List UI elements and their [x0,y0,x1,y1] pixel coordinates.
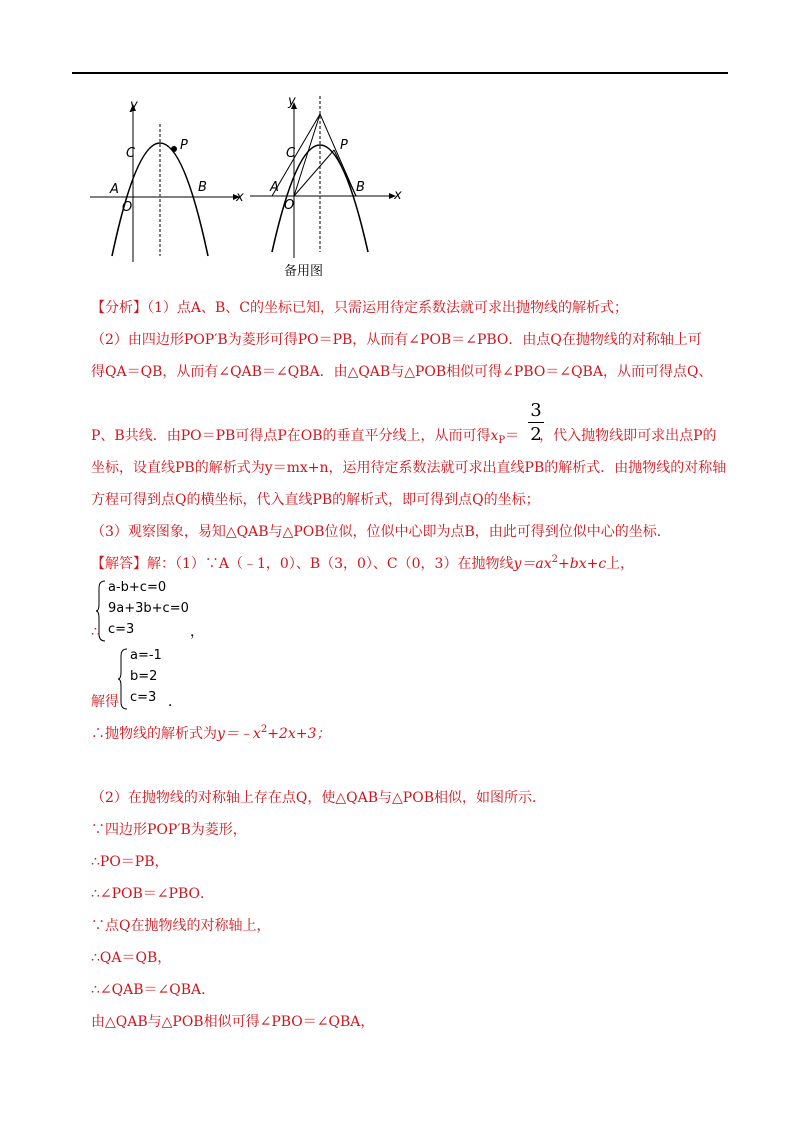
system-1-eq-2: 9a+3b+c=0 [108,601,189,616]
part2-line-3: ∴PO＝PB， [91,854,169,870]
result-exponent: 2 [260,724,268,735]
therefore-symbol: ∴ [91,624,100,640]
result-rhs: +2x+3； [267,726,331,742]
equals-sign: ＝ [505,428,520,444]
system-2-period: ． [168,694,182,710]
y-axis-label: y [130,98,138,113]
x-axis-label: x [394,188,402,203]
system-1-eq-1: a-b+c=0 [108,580,167,595]
header-rule [72,72,728,74]
figure-caption: 备用图 [284,264,324,279]
parabola-graph-1 [88,96,248,264]
point-a-label: A [270,180,279,195]
point-a-label: A [110,182,119,197]
point-c-label: C [126,146,136,161]
system-1-comma: ， [190,624,204,640]
point-c-label: C [286,146,296,161]
x-axis-label: x [236,190,244,205]
parabola-figure-1 [88,96,248,264]
system-2-eq-2: b=2 [130,669,158,684]
analysis-line-4-tail: ，代入抛物线即可求出点P的 [539,428,717,444]
x-p-subscript: P [498,435,506,446]
system-2-eq-3: c=3 [130,690,157,705]
analysis-line-1: 【分析】（1）点A、B、C的坐标已知，只需运用待定系数法就可求出抛物线的解析式； [91,300,629,316]
equation-rhs: +bx+c [558,556,607,572]
part2-line-1: （2）在抛物线的对称轴上存在点Q，使△QAB与△POB相似，如图所示． [91,790,546,806]
y-axis-label: y [288,94,296,109]
part2-line-2: ∵四边形POP′B为菱形， [91,822,247,838]
brace-icon [118,648,128,710]
part2-line-8: 由△QAB与△POB相似可得∠PBO＝∠QBA， [91,1014,375,1030]
solve-label: 解得 [91,694,119,710]
parabola-figure-2 [248,92,408,278]
analysis-line-6: 方程可得到点Q的横坐标，代入直线PB的解析式，即可得到点Q的坐标； [91,492,540,508]
answer-line-2 [91,724,330,746]
part2-line-6: ∴QA＝QB， [91,950,172,966]
part2-line-4: ∴∠POB＝∠PBO． [91,886,214,902]
origin-label: O [122,200,133,215]
result-lhs: y＝﹣x [217,726,261,742]
analysis-line-3: 得QA＝QB，从而有∠QAB＝∠QBA．由△QAB与△POB相似可得∠PBO＝∠QBA，从而可得点Q、 [91,364,713,380]
answer-line-1-tail: 上， [606,556,635,572]
answer-line-1 [91,554,634,576]
part2-line-7: ∴∠QAB＝∠QBA． [91,982,216,998]
fraction-denominator: 2 [530,424,542,445]
point-p-label: P [180,138,188,153]
point-b-label: B [356,180,365,195]
analysis-line-7: （3）观察图象，易知△QAB与△POB位似，位似中心即为点B，由此可得到位似中心的坐标． [91,524,671,540]
parabola-graph-2 [248,92,408,260]
fraction-numerator: 3 [530,400,542,421]
part2-line-5: ∵点Q在抛物线的对称轴上， [91,918,271,934]
answer-line-2-text: ∴抛物线的解析式为 [91,726,217,742]
analysis-line-4-text: P、B共线．由PO＝PB可得点P在OB的垂直平分线上，从而可得 [91,428,491,444]
analysis-line-5: 坐标，设直线PB的解析式为y＝mx+n，运用待定系数法就可求出直线PB的解析式．由抛物线的对称轴 [91,460,727,476]
answer-line-1-text: 【解答】解：（1）∵A（﹣1，0）、B（3，0）、C（0，3）在抛物线 [91,556,514,572]
equation-system-2 [118,648,198,710]
point-p-label: P [340,138,348,153]
equation-exponent: 2 [551,554,558,565]
point-b-label: B [198,180,207,195]
analysis-line-4 [91,426,717,448]
system-2-eq-1: a=-1 [130,648,162,663]
origin-label: O [284,198,295,213]
x-p-var: x [490,428,499,444]
system-1-eq-3: c=3 [108,622,135,637]
equation-lhs: y＝ax [513,556,552,572]
analysis-line-2: （2）由四边形POP′B为菱形可得PO＝PB，从而有∠POB＝∠PBO．由点Q在抛物线的对称轴上可 [91,332,702,348]
